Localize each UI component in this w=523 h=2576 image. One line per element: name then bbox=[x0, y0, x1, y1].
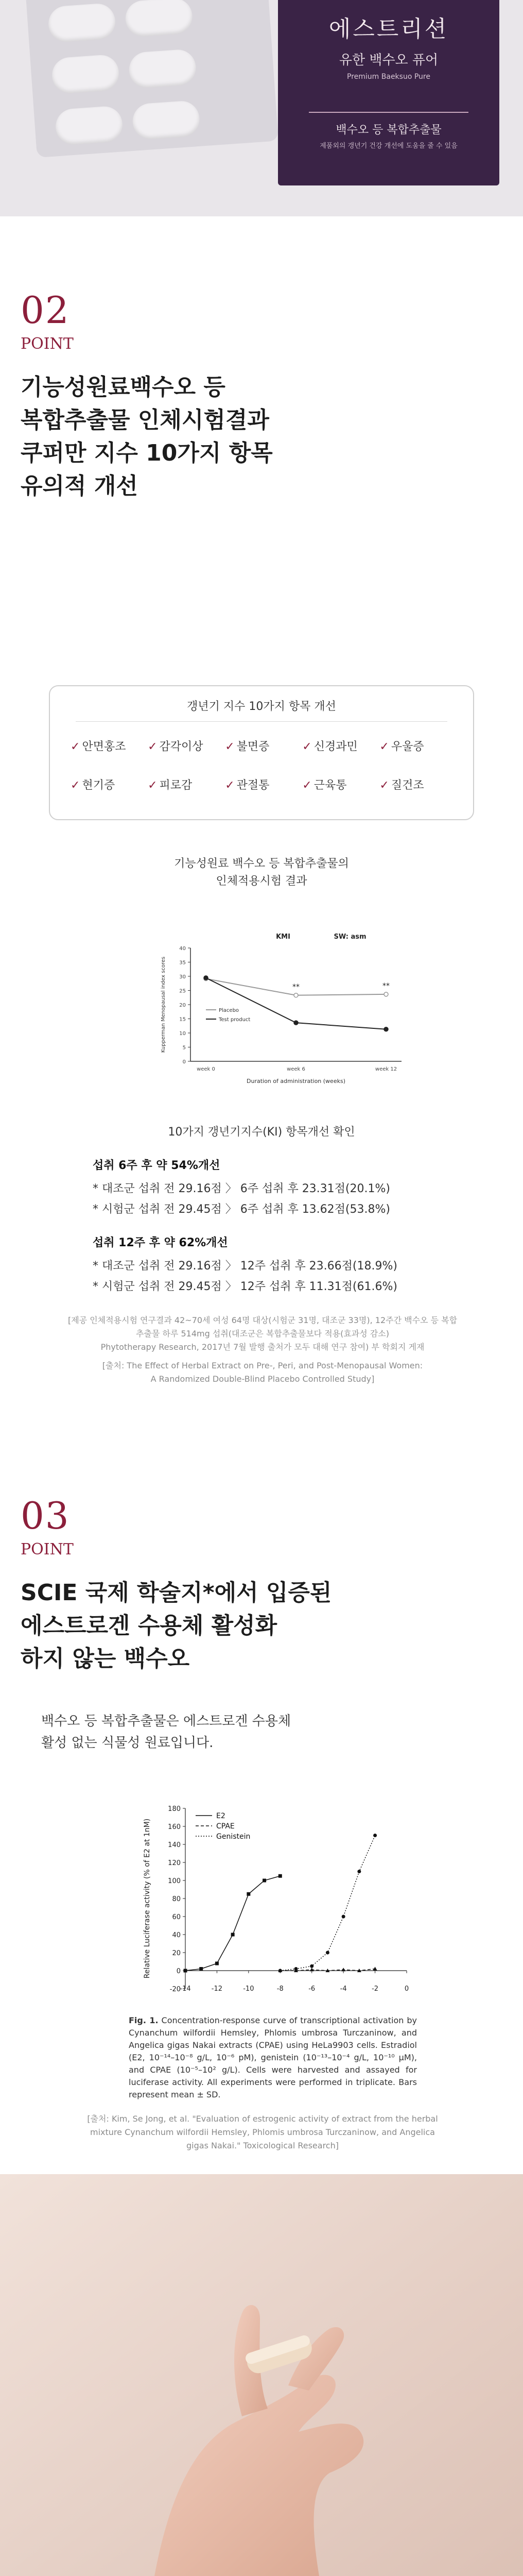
y-tick-label: 120 bbox=[168, 1859, 181, 1867]
y-tick-label: 25 bbox=[179, 988, 186, 994]
legend-label: CPAE bbox=[216, 1822, 235, 1831]
result-6wk-control: * 대조군 섭취 전 29.16점 〉 6주 섭취 후 23.31점(20.1%) bbox=[93, 1182, 390, 1195]
improvement-item: ✓ 우울증 bbox=[379, 740, 424, 753]
section-number-03: 03 bbox=[21, 1494, 70, 1537]
x-tick-label: week 12 bbox=[375, 1066, 397, 1072]
y-tick-label: 60 bbox=[172, 1913, 181, 1921]
data-point bbox=[215, 1962, 219, 1965]
series-line bbox=[185, 1876, 280, 1971]
result-12wk-head: 섭취 12주 후 약 62%개선 bbox=[93, 1236, 228, 1249]
check-icon: ✓ bbox=[71, 740, 80, 753]
data-point bbox=[384, 992, 388, 996]
x-tick-label: week 6 bbox=[287, 1066, 305, 1072]
title-line: 복합추출물 인체시험결과 bbox=[21, 407, 269, 433]
footnote-line: [제공 인체적용시험 연구결과 42~70세 여성 64명 대상(시험군 31명, 대조군 33명), 12주간 백수오 등 복합 추출물 하루 514mg 섭취(대조군은 복합추출물보다 적용(효과성 감소) bbox=[67, 1315, 458, 1338]
luciferase-chart bbox=[129, 1798, 417, 2004]
title-line: 유의적 개선 bbox=[21, 473, 138, 499]
group-label: SW: asm bbox=[334, 933, 367, 941]
box-title: 에스트리션 bbox=[328, 16, 449, 42]
footnote-line: [출처: The Effect of Herbal Extract on Pre-, Peri, and Post-Menopausal Women: bbox=[102, 1361, 423, 1370]
y-tick-label: 35 bbox=[179, 960, 186, 966]
point-label-02: POINT bbox=[21, 335, 74, 353]
box-note: 제품외의 갱년기 건강 개선에 도움을 줄 수 있음 bbox=[320, 142, 458, 150]
section-number-02: 02 bbox=[21, 289, 70, 332]
data-point bbox=[326, 1951, 329, 1955]
data-point bbox=[294, 1021, 298, 1025]
footnote-line: A Randomized Double-Blind Placebo Controlled Study] bbox=[150, 1374, 375, 1384]
data-point bbox=[263, 1879, 266, 1883]
check-icon: ✓ bbox=[302, 779, 312, 792]
significance-mark: ** bbox=[382, 981, 390, 990]
box-divider bbox=[309, 112, 468, 113]
title-line: 하지 않는 백수오 bbox=[21, 1646, 190, 1672]
y-tick-label: 140 bbox=[168, 1841, 181, 1849]
check-icon: ✓ bbox=[379, 779, 389, 792]
source-line: [출처: Kim, Se Jong, et al. "Evaluation of estrogenic activity of extract from the herbal bbox=[87, 2114, 438, 2124]
check-icon: ✓ bbox=[379, 740, 389, 753]
results-head: 10가지 갱년기지수(KI) 항목개선 확인 bbox=[168, 1126, 355, 1139]
check-icon: ✓ bbox=[302, 740, 312, 753]
blister-pack-image bbox=[25, 0, 278, 158]
result-12wk-control: * 대조군 섭취 전 29.16점 〉 12주 섭취 후 23.66점(18.9%) bbox=[93, 1260, 397, 1273]
y-tick-label: -20 bbox=[169, 1986, 181, 1993]
y-tick-label: 0 bbox=[182, 1059, 186, 1065]
x-tick-label: -2 bbox=[372, 1985, 379, 1993]
improvement-item: ✓ 안면홍조 bbox=[71, 740, 126, 753]
y-tick-label: 100 bbox=[168, 1877, 181, 1885]
y-axis-label: Relative Luciferase activity (% of E2 at 1nM) bbox=[143, 1818, 151, 1979]
x-axis-label: Duration of administration (weeks) bbox=[247, 1078, 345, 1084]
improvement-item: ✓ 관절통 bbox=[225, 779, 270, 792]
legend-label: Genistein bbox=[216, 1833, 251, 1841]
group-label: KMI bbox=[276, 933, 290, 941]
data-point bbox=[294, 993, 298, 997]
hand-holding-capsule-image bbox=[0, 2174, 523, 2576]
y-tick-label: 80 bbox=[172, 1895, 181, 1903]
result-12wk-test: * 시험군 섭취 전 29.45점 〉 12주 섭취 후 11.31점(61.6%) bbox=[93, 1280, 397, 1293]
x-tick-label: -6 bbox=[308, 1985, 316, 1993]
x-tick-label: -10 bbox=[243, 1985, 254, 1993]
y-tick-label: 20 bbox=[179, 1003, 186, 1008]
data-point bbox=[373, 1834, 377, 1837]
improvement-item: ✓ 신경과민 bbox=[302, 740, 358, 753]
data-point bbox=[384, 1027, 388, 1031]
legend-label: E2 bbox=[216, 1812, 225, 1820]
data-point bbox=[278, 1874, 282, 1878]
section-title-02 bbox=[21, 371, 273, 503]
y-tick-label: 5 bbox=[182, 1045, 186, 1051]
study-title-line: 기능성원료 백수오 등 복합추출물의 bbox=[174, 857, 349, 870]
x-tick-label: 0 bbox=[404, 1985, 409, 1993]
data-point bbox=[247, 1892, 250, 1896]
legend-label: Placebo bbox=[219, 1008, 239, 1013]
data-point bbox=[357, 1870, 361, 1873]
x-tick-label: week 0 bbox=[197, 1066, 215, 1072]
hand-illustration bbox=[0, 2174, 523, 2576]
improvement-item: ✓ 현기증 bbox=[71, 779, 115, 792]
study-footnote bbox=[67, 1314, 458, 1386]
footnote-line: Phytotherapy Research, 2017년 7월 발행 출처가 모두 대해 연구 참여) 부 학회지 게재 bbox=[100, 1342, 425, 1352]
check-icon: ✓ bbox=[148, 740, 158, 753]
check-icon: ✓ bbox=[148, 779, 158, 792]
source-line: mixture Cynanchum wilfordii Hemsley, Phlomis umbrosa Turczaninow, and Angelica bbox=[90, 2127, 435, 2137]
y-tick-label: 10 bbox=[179, 1031, 186, 1037]
improvement-box bbox=[49, 685, 474, 820]
improvement-item: ✓ 불면증 bbox=[225, 740, 270, 753]
product-box bbox=[278, 0, 499, 185]
improvement-box-divider bbox=[76, 721, 447, 722]
significance-mark: ** bbox=[292, 982, 300, 991]
improvement-box-title: 갱년기 지수 10가지 항목 개선 bbox=[187, 700, 336, 713]
x-tick-label: -12 bbox=[211, 1985, 223, 1993]
box-tagline: Premium Baeksuo Pure bbox=[347, 73, 430, 81]
y-tick-label: 0 bbox=[176, 1968, 181, 1975]
box-subtitle: 유한 백수오 퓨어 bbox=[339, 53, 439, 68]
hero-product-image bbox=[0, 0, 523, 216]
data-point bbox=[231, 1933, 235, 1937]
improvement-item: ✓ 감각이상 bbox=[148, 740, 203, 753]
result-6wk-test: * 시험군 섭취 전 29.45점 〉 6주 섭취 후 13.62점(53.8%) bbox=[93, 1203, 390, 1216]
section-03-body bbox=[41, 1710, 291, 1754]
caption-label: Fig. 1. bbox=[129, 2015, 159, 2025]
legend-label: Test product bbox=[219, 1017, 251, 1023]
body-line: 백수오 등 복합추출물은 에스트로겐 수용체 bbox=[41, 1714, 291, 1729]
x-tick-label: -4 bbox=[340, 1985, 347, 1993]
data-point bbox=[373, 1967, 377, 1971]
title-line: 에스트로겐 수용체 활성화 bbox=[21, 1613, 277, 1639]
figure-caption bbox=[129, 2014, 417, 2101]
box-product-name: 백수오 등 복합추출물 bbox=[336, 124, 442, 137]
improvement-item: ✓ 질건조 bbox=[379, 779, 424, 792]
point-label-03: POINT bbox=[21, 1540, 74, 1558]
data-point bbox=[310, 1964, 313, 1968]
series-line bbox=[280, 1836, 375, 1971]
study-title bbox=[0, 855, 523, 890]
check-icon: ✓ bbox=[225, 779, 235, 792]
title-line: SCIE 국제 학술지*에서 입증된 bbox=[21, 1580, 332, 1606]
data-point bbox=[278, 1969, 282, 1973]
x-tick-label: -14 bbox=[180, 1985, 191, 1993]
source-line: gigas Nakai." Toxicological Research] bbox=[186, 2141, 339, 2150]
y-axis-label: Kupperman Menopausal index scores bbox=[161, 956, 166, 1053]
kmi-line-chart bbox=[134, 927, 422, 1087]
section-title-03 bbox=[21, 1577, 332, 1675]
y-tick-label: 180 bbox=[168, 1805, 181, 1813]
title-line: 기능성원료백수오 등 bbox=[21, 374, 225, 400]
data-point bbox=[204, 976, 208, 980]
data-point bbox=[342, 1915, 345, 1919]
check-icon: ✓ bbox=[225, 740, 235, 753]
result-6wk-head: 섭취 6주 후 약 54%개선 bbox=[93, 1159, 220, 1172]
data-point bbox=[199, 1967, 203, 1971]
y-tick-label: 40 bbox=[172, 1931, 181, 1939]
improvement-items bbox=[71, 738, 455, 815]
y-tick-label: 15 bbox=[179, 1016, 186, 1023]
check-icon: ✓ bbox=[71, 779, 80, 792]
title-line: 쿠퍼만 지수 10가지 항목 bbox=[21, 440, 273, 466]
y-tick-label: 20 bbox=[172, 1950, 181, 1957]
data-point bbox=[184, 1969, 187, 1973]
study-title-line: 인체적용시험 결과 bbox=[216, 875, 307, 888]
data-point bbox=[294, 1967, 298, 1971]
caption-text: Concentration-response curve of transcriptional activation by Cynanchum wilfordii Hemsley, Phlomis umbrosa Turczaninow, and Angelica gigas Nakai extracts (CPAE) using HeLa9903 cells. Estradiol (E2, 10⁻¹⁴–10⁻⁸ g/L, 10⁻⁶ pM), genistein (10⁻¹³–10⁻⁴ g/L, 10⁻¹⁰ μM), and CPAE (10⁻⁵–10² g/L). Cells were harvested and assayed for luciferase activity. All experiments were performed in triplicate. Bars represent mean ± SD. bbox=[129, 2015, 417, 2099]
improvement-item: ✓ 근육통 bbox=[302, 779, 347, 792]
improvement-item: ✓ 피로감 bbox=[148, 779, 193, 792]
y-tick-label: 30 bbox=[179, 974, 186, 980]
figure-source bbox=[67, 2112, 458, 2153]
y-tick-label: 160 bbox=[168, 1823, 181, 1831]
x-tick-label: -8 bbox=[276, 1985, 284, 1993]
body-line: 활성 없는 식물성 원료입니다. bbox=[41, 1735, 214, 1751]
y-tick-label: 40 bbox=[179, 946, 186, 952]
